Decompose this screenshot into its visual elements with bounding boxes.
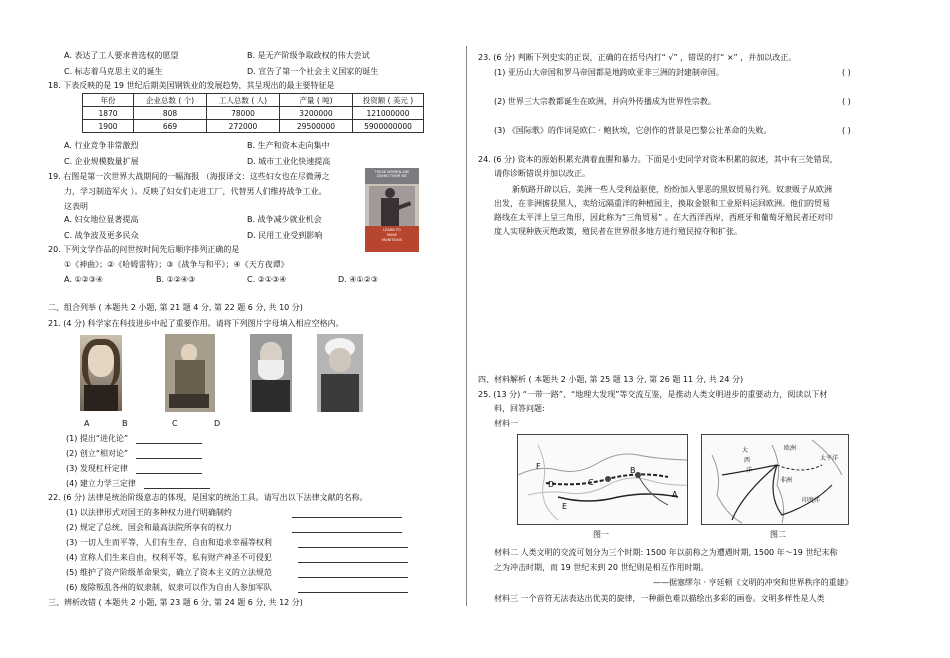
q20-stem: 20. 下列文学作品的问世按时间先后顺序排列正确的是 bbox=[48, 245, 240, 254]
table-cell: 5900000000 bbox=[353, 120, 424, 133]
q22-stem: 22. (6 分) 法律是统治阶级意志的体现，是国家的统治工具。请写出以下法律文献的名称。 bbox=[48, 493, 368, 502]
q20-option-a: A. ①②③④ bbox=[64, 275, 104, 284]
q18-option-b: B. 生产和资本走向集中 bbox=[247, 141, 330, 150]
answer-blank[interactable] bbox=[298, 552, 408, 563]
q18-option-d: D. 城市工业化快速提高 bbox=[247, 157, 331, 166]
table-cell: 1870 bbox=[83, 107, 134, 120]
q19-option-d: D. 民用工业受到影响 bbox=[247, 231, 323, 240]
photo-label-d: D bbox=[214, 419, 221, 428]
q17-option-d: D. 宣告了第一个社会主义国家的诞生 bbox=[247, 67, 379, 76]
poster-line: MAKE bbox=[387, 233, 397, 237]
answer-blank[interactable] bbox=[298, 567, 408, 578]
map-label: 非洲 bbox=[780, 477, 793, 484]
q24-passage-line: 度人实现种族灭绝政策，殖民者在世界很多地方进行殖民掠夺和扩张。 bbox=[494, 227, 742, 236]
scientist-photo-d bbox=[317, 334, 363, 412]
q21-item bbox=[66, 463, 202, 474]
table-cell: 29500000 bbox=[280, 120, 353, 133]
photo-label-b: B bbox=[122, 419, 128, 428]
q23-item: (1) 亚历山大帝国和罗马帝国都是地跨欧亚非三洲的封建制帝国。 bbox=[494, 68, 724, 77]
section-3-heading: 三、辨析改错 ( 本题共 2 小题, 第 23 题 6 分, 第 24 题 6 分, 共 12 分) bbox=[48, 598, 303, 607]
q22-item: (3) 一切人生而平等，人们有生存、自由和追求幸福等权利 bbox=[66, 538, 272, 547]
q21-stem: 21. (4 分) 科学家在科技进步中起了重要作用。请将下列图片字母填入相应空格内。 bbox=[48, 319, 344, 328]
q21-item bbox=[66, 433, 202, 444]
figure-1-caption: 图一 bbox=[593, 530, 609, 539]
q18-stem: 18. 下表反映的是 19 世纪后期美国钢铁业的发展趋势，其呈现出的最主要特征是 bbox=[48, 81, 335, 90]
q18-option-a: A. 行业竞争非常激烈 bbox=[64, 141, 139, 150]
q20-works: ①《神曲》；②《哈姆雷特》；③《战争与和平》；④《天方夜谭》 bbox=[64, 260, 289, 269]
q19-option-a: A. 妇女地位显著提高 bbox=[64, 215, 139, 224]
discovery-routes-map bbox=[701, 434, 849, 525]
map-label: D bbox=[548, 480, 555, 489]
q22-item: (6) 废除叛乱各州的奴隶制，奴隶可以作为自由人参加军队 bbox=[66, 583, 272, 592]
answer-paren[interactable]: ( ) bbox=[842, 97, 851, 106]
q21-item-text: (1) 提出“进化论” bbox=[66, 434, 129, 443]
q23-item: (3) 《国际歌》的作词是欧仁 · 鲍狄埃，它创作的背景是巴黎公社革命的失败。 bbox=[494, 126, 772, 135]
silk-road-map bbox=[517, 434, 688, 525]
map-label: B bbox=[630, 466, 636, 475]
q24-passage-line: 新航路开辟以后，美洲一些人受利益驱使，纷纷加入罪恶的黑奴贸易行列。奴隶贩子从欧洲 bbox=[512, 185, 832, 194]
map-label: 欧洲 bbox=[784, 445, 797, 452]
q25-stem-line1: 25. (13 分) “一带一路”、“地理大发现”等交流互鉴，是推动人类文明进步的重要动力，阅读以下材 bbox=[478, 390, 828, 399]
table-cell: 669 bbox=[134, 120, 207, 133]
table-cell: 3200000 bbox=[280, 107, 353, 120]
map-label: F bbox=[536, 462, 541, 471]
q17-option-c: C. 标志着马克思主义的诞生 bbox=[64, 67, 163, 76]
q24-passage-line: 路线在太平洋上呈三角形，因此称为“三角贸易” 。在大西洋西岸，西班牙和葡萄牙殖民者还对印 bbox=[494, 213, 833, 222]
material-1-label: 材料一 bbox=[494, 419, 518, 428]
q24-stem-line2: 请你诊断错误并加以改正。 bbox=[494, 169, 590, 178]
material-3-line: 材料三 一个音符无法表达出优美的旋律，一种颜色难以描绘出多彩的画卷。文明多样性是人类 bbox=[494, 594, 825, 603]
q23-stem: 23. (6 分) 判断下列史实的正误，正确的在括号内打“ √” ，错误的打“ ×” ，并加以改正。 bbox=[478, 53, 797, 62]
q20-option-d: D. ④①②③ bbox=[338, 275, 378, 284]
map-label: E bbox=[562, 502, 568, 511]
table-cell: 808 bbox=[134, 107, 207, 120]
table-header-cell: 工人总数 ( 人) bbox=[207, 94, 280, 107]
scientist-photo-a bbox=[80, 335, 122, 411]
q19-option-c: C. 战争波及更多民众 bbox=[64, 231, 139, 240]
table-cell: 272000 bbox=[207, 120, 280, 133]
answer-blank[interactable] bbox=[298, 537, 408, 548]
q22-item: (4) 宣称人们生来自由，权利平等，私有财产神圣不可侵犯 bbox=[66, 553, 272, 562]
q22-item: (5) 维护了资产阶级革命果实，确立了资本主义的立法规范 bbox=[66, 568, 272, 577]
map-label: A bbox=[672, 490, 678, 499]
table-row bbox=[83, 107, 424, 120]
table-header-row bbox=[83, 94, 424, 107]
material-2-source: ——据塞缪尔 · 亨廷顿《文明的冲突和世界秩序的重建》 bbox=[653, 578, 853, 587]
answer-blank[interactable] bbox=[292, 522, 402, 533]
map-label: 洋 bbox=[746, 467, 753, 474]
photo-label-a: A bbox=[84, 419, 90, 428]
q25-stem-line2: 料，回答问题: bbox=[494, 404, 545, 413]
scientist-photo-b bbox=[165, 334, 215, 412]
photo-label-c: C bbox=[172, 419, 178, 428]
poster-line: THESE WOMEN ARE bbox=[374, 170, 410, 174]
q21-item-text: (2) 创立“相对论” bbox=[66, 449, 129, 458]
q21-item bbox=[66, 478, 210, 489]
answer-blank[interactable] bbox=[136, 458, 202, 459]
q17-option-b: B. 是无产阶级争取政权的伟大尝试 bbox=[247, 51, 370, 60]
q17-option-a: A. 表达了工人要求普选权的愿望 bbox=[64, 51, 179, 60]
table-header-cell: 企业总数 ( 个) bbox=[134, 94, 207, 107]
table-header-cell: 投资额 ( 美元 ) bbox=[353, 94, 424, 107]
q19-stem-line3: 这表明 bbox=[64, 202, 88, 211]
answer-blank[interactable] bbox=[144, 488, 210, 489]
q20-option-c: C. ②①③④ bbox=[247, 275, 287, 284]
q19-option-b: B. 战争减少就业机会 bbox=[247, 215, 322, 224]
q19-stem-line1: 19. 右图是第一次世界大战期间的一幅海报 （海报译文：这些妇女也在尽微薄之 bbox=[48, 172, 330, 181]
map-label: 印度洋 bbox=[802, 497, 821, 504]
q22-item: (2) 规定了总统、国会和最高法院所享有的权力 bbox=[66, 523, 232, 532]
table-header-cell: 产量 ( 吨) bbox=[280, 94, 353, 107]
material-2-line: 之为冲击时期，而 19 世纪末到 20 世纪则是相互作用时期。 bbox=[494, 563, 709, 572]
table-header-cell: 年份 bbox=[83, 94, 134, 107]
q21-item-text: (3) 发现杠杆定律 bbox=[66, 464, 128, 473]
q24-stem-line1: 24. (6 分) 资本的原始积累充满着血腥和暴力。下面是小史同学对资本积累的叙述，其中有三处错误， bbox=[478, 155, 838, 164]
section-4-heading: 四、材料解析 ( 本题共 2 小题, 第 25 题 13 分, 第 26 题 11 分, 共 24 分) bbox=[478, 375, 744, 384]
answer-blank[interactable] bbox=[298, 582, 408, 593]
answer-paren[interactable]: ( ) bbox=[842, 126, 851, 135]
q21-item bbox=[66, 448, 202, 459]
q20-option-b: B. ①②④③ bbox=[156, 275, 196, 284]
q18-option-c: C. 企业规模数量扩展 bbox=[64, 157, 139, 166]
section-2-heading: 二、组合列举 ( 本题共 2 小题, 第 21 题 4 分, 第 22 题 6 分, 共 10 分) bbox=[48, 303, 303, 312]
table-cell: 1900 bbox=[83, 120, 134, 133]
table-cell: 121000000 bbox=[353, 107, 424, 120]
answer-paren[interactable]: ( ) bbox=[842, 68, 851, 77]
q18-table bbox=[82, 93, 424, 133]
map-label: 西 bbox=[744, 457, 751, 464]
poster-line: DOING THEIR BIT bbox=[376, 174, 408, 178]
answer-blank[interactable] bbox=[292, 507, 402, 518]
answer-blank[interactable] bbox=[136, 443, 202, 444]
table-cell: 78000 bbox=[207, 107, 280, 120]
figure-2-caption: 图二 bbox=[770, 530, 786, 539]
map-label: 太平洋 bbox=[820, 455, 839, 462]
material-2-line: 材料二 人类文明的交流可划分为三个时期: 1500 年以前称之为遭遇时期, 1500 年～19 世纪末称 bbox=[494, 548, 838, 557]
scientist-photo-c bbox=[250, 334, 292, 412]
q19-stem-line2: 力，学习制造军火 ）。反映了妇女们走进工厂，代替男人们维持战争工业。 bbox=[64, 187, 327, 196]
q21-item-text: (4) 建立力学三定律 bbox=[66, 479, 136, 488]
column-divider bbox=[466, 46, 467, 606]
answer-blank[interactable] bbox=[136, 473, 202, 474]
map-label: 大 bbox=[742, 447, 749, 454]
poster-line: MUNITIONS bbox=[382, 238, 402, 242]
q23-item: (2) 世界三大宗教都诞生在欧洲，并向外传播成为世界性宗教。 bbox=[494, 97, 716, 106]
poster-line: LEARN TO bbox=[383, 228, 401, 232]
ww1-munitions-poster bbox=[365, 168, 419, 252]
q24-passage-line: 出发，在非洲掳获黑人，卖给远隔重洋的种植园主，换取金银和工业原料运回欧洲。他们的贸易 bbox=[494, 199, 830, 208]
map-label: C bbox=[588, 478, 594, 487]
table-row bbox=[83, 120, 424, 133]
q22-item: (1) 以法律形式对国王的多种权力进行明确制约 bbox=[66, 508, 232, 517]
